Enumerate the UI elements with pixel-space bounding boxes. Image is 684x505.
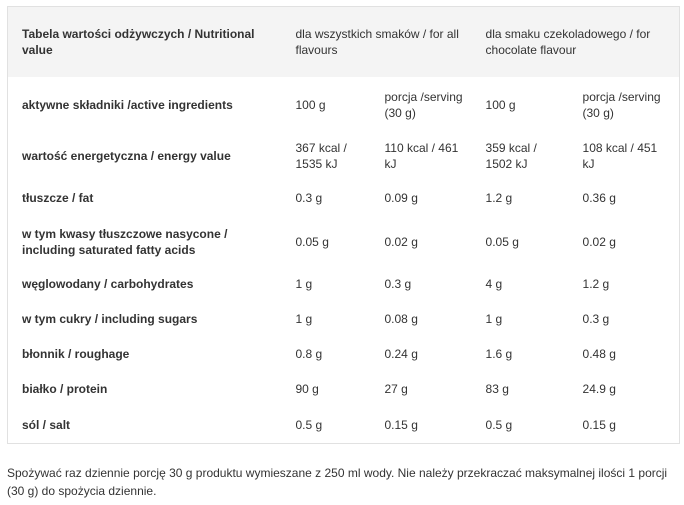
cell-all-serving: 27 g (384, 382, 408, 396)
cell-all-100g: 0.3 g (295, 191, 323, 205)
cell-all-serving: 0.3 g (384, 276, 412, 291)
header-chocolate-flavour: dla smaku czekoladowego / for chocolate flavour (472, 7, 680, 78)
cell-choc-100g: 1 g (485, 312, 503, 326)
cell-choc-100g: 359 kcal / 1502 kJ (485, 140, 537, 171)
table-row (8, 337, 680, 371)
cell-choc-100g: 100 g (485, 97, 516, 112)
cell-all-100g: 0.5 g (295, 418, 323, 432)
table-row (8, 217, 680, 266)
cell-all-100g: 0.8 g (295, 347, 323, 361)
cell-all-100g: 100 g (295, 97, 326, 112)
cell-all-100g: 0.05 g (295, 234, 329, 249)
cell-choc-serving: 1.2 g (582, 276, 610, 291)
cell-all-serving: 110 kcal / 461 kJ (384, 140, 459, 171)
cell-all-serving: 0.15 g (384, 418, 418, 432)
cell-all-serving: 0.02 g (384, 234, 418, 249)
table-row (8, 371, 680, 407)
row-label: aktywne składniki /active ingredients (22, 97, 233, 112)
table-row (8, 179, 680, 217)
cell-choc-100g: 1.6 g (485, 347, 513, 361)
row-label: w tym kwasy tłuszczowe nasycone / including saturated fatty acids (22, 226, 228, 257)
header-label: Tabela wartości odżywczych / Nutritional value (8, 7, 282, 78)
cell-all-serving: 0.09 g (384, 191, 418, 205)
table-row (8, 77, 680, 132)
cell-all-100g: 1 g (295, 276, 313, 291)
cell-choc-serving: 0.36 g (582, 191, 616, 205)
table-row (8, 407, 680, 444)
cell-choc-100g: 83 g (485, 382, 509, 396)
cell-choc-100g: 1.2 g (485, 191, 513, 205)
cell-choc-serving: porcja /serving (30 g) (582, 89, 661, 120)
cell-all-100g: 90 g (295, 382, 319, 396)
row-label: węglowodany / carbohydrates (22, 276, 194, 291)
row-label: wartość energetyczna / energy value (22, 148, 231, 163)
cell-choc-serving: 24.9 g (582, 382, 616, 396)
row-label: tłuszcze / fat (22, 191, 94, 205)
cell-choc-serving: 0.15 g (582, 418, 616, 432)
cell-all-100g: 1 g (295, 312, 313, 326)
cell-choc-100g: 4 g (485, 276, 503, 291)
table-row (8, 301, 680, 337)
row-label: błonnik / roughage (22, 347, 130, 361)
cell-choc-100g: 0.5 g (485, 418, 513, 432)
table-header-row (8, 7, 680, 78)
cell-all-100g: 367 kcal / 1535 kJ (295, 140, 347, 171)
cell-all-serving: 0.08 g (384, 312, 418, 326)
nutrition-table (7, 6, 680, 444)
header-all-flavours: dla wszystkich smaków / for all flavours (282, 7, 472, 78)
row-label: w tym cukry / including sugars (22, 312, 198, 326)
cell-choc-100g: 0.05 g (485, 234, 519, 249)
row-label: sól / salt (22, 418, 71, 432)
cell-choc-serving: 108 kcal / 451 kJ (582, 140, 658, 171)
table-row (8, 132, 680, 179)
cell-all-serving: 0.24 g (384, 347, 418, 361)
cell-choc-serving: 0.3 g (582, 312, 610, 326)
cell-choc-serving: 0.48 g (582, 347, 616, 361)
row-label: białko / protein (22, 382, 108, 396)
table-row (8, 266, 680, 301)
cell-choc-serving: 0.02 g (582, 234, 616, 249)
usage-instructions: Spożywać raz dziennie porcję 30 g produktu wymieszane z 250 ml wody. Nie należy przekraczać maksymalnej ilości 1 porcji (30 g) do spożycia dziennie. (7, 466, 668, 498)
cell-all-serving: porcja /serving (30 g) (384, 89, 463, 120)
